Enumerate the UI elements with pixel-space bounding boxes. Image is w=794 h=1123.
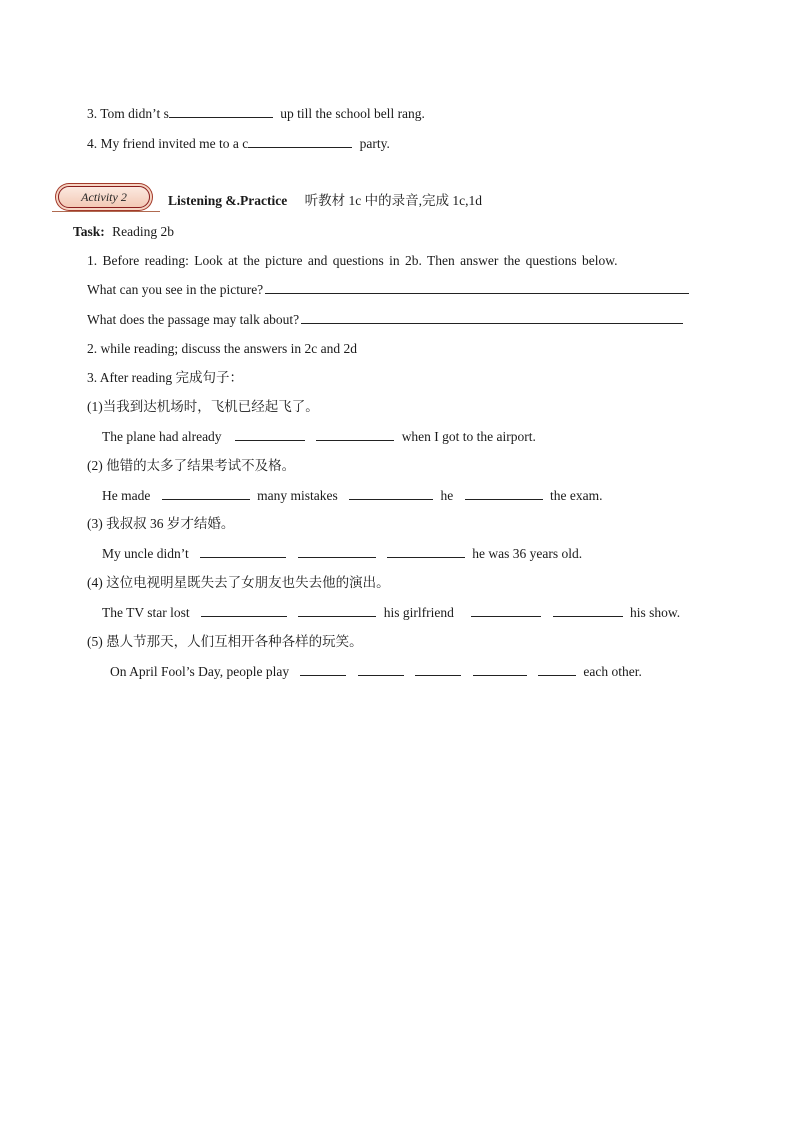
task-line bbox=[73, 223, 174, 241]
item-4-chinese: (4) 这位电视明星既失去了女朋友也失去他的演出。 bbox=[87, 575, 390, 590]
answer-blank[interactable] bbox=[553, 604, 623, 617]
question-4-prefix: 4. My friend invited me to a c bbox=[87, 136, 249, 151]
answer-blank[interactable] bbox=[473, 663, 527, 676]
before-reading: 1. Before reading: Look at the picture and questions in 2b. Then answer the questions below. bbox=[87, 253, 618, 268]
question-passage bbox=[87, 311, 683, 329]
question-picture-text: What can you see in the picture? bbox=[87, 282, 264, 297]
activity-heading bbox=[168, 192, 482, 210]
answer-blank[interactable] bbox=[298, 545, 376, 558]
answer-blank[interactable] bbox=[300, 663, 346, 676]
question-4-suffix: party. bbox=[359, 136, 390, 151]
question-3-suffix: up till the school bell rang. bbox=[280, 106, 425, 121]
answer-blank[interactable] bbox=[162, 487, 250, 500]
item-4-part-1: The TV star lost bbox=[102, 605, 190, 620]
item-1-chinese: (1)当我到达机场时，飞机已经起飞了。 bbox=[87, 399, 319, 414]
question-3-prefix: 3. Tom didn’t s bbox=[87, 106, 169, 121]
answer-blank[interactable] bbox=[298, 604, 376, 617]
activity-badge-label: Activity 2 bbox=[58, 186, 150, 208]
answer-blank[interactable] bbox=[358, 663, 404, 676]
item-4-part-2: his girlfriend bbox=[383, 605, 454, 620]
item-2-part-4: the exam. bbox=[549, 488, 603, 503]
answer-line[interactable] bbox=[265, 281, 689, 294]
answer-blank[interactable] bbox=[387, 545, 465, 558]
item-4-english bbox=[102, 604, 680, 622]
item-1-english bbox=[102, 428, 536, 446]
item-1-part-1: The plane had already bbox=[102, 429, 222, 444]
task-text: Reading 2b bbox=[112, 224, 175, 239]
item-1-part-3: when I got to the airport. bbox=[401, 429, 536, 444]
while-reading: 2. while reading; discuss the answers in 2c and 2d bbox=[87, 341, 357, 356]
item-5-part-1: On April Fool’s Day, people play bbox=[110, 664, 290, 679]
answer-blank[interactable] bbox=[201, 604, 287, 617]
answer-blank[interactable] bbox=[235, 428, 305, 441]
answer-blank[interactable] bbox=[200, 545, 286, 558]
item-2-chinese: (2) 他错的太多了结果考试不及格。 bbox=[87, 458, 296, 473]
item-4-part-3: his show. bbox=[630, 605, 681, 620]
item-3-part-1: My uncle didn’t bbox=[102, 546, 189, 561]
activity-instruction: 听教材 1c 中的录音,完成 1c,1d bbox=[304, 193, 482, 208]
activity-title: Listening &.Practice bbox=[168, 193, 288, 208]
question-picture bbox=[87, 281, 689, 299]
answer-blank[interactable] bbox=[538, 663, 576, 676]
item-3-part-2: he was 36 years old. bbox=[472, 546, 583, 561]
question-passage-text: What does the passage may talk about? bbox=[87, 312, 300, 327]
item-2-part-3: he bbox=[440, 488, 454, 503]
answer-line[interactable] bbox=[301, 311, 683, 324]
answer-blank[interactable] bbox=[471, 604, 541, 617]
item-5-chinese: (5) 愚人节那天，人们互相开各种各样的玩笑。 bbox=[87, 634, 363, 649]
item-5-part-2: each other. bbox=[583, 664, 642, 679]
answer-blank[interactable] bbox=[316, 428, 394, 441]
question-3 bbox=[87, 105, 425, 123]
item-2-part-1: He made bbox=[102, 488, 151, 503]
activity-badge bbox=[52, 184, 160, 212]
question-4 bbox=[87, 135, 390, 153]
item-3-chinese: (3) 我叔叔 36 岁才结婚。 bbox=[87, 516, 235, 531]
item-3-english bbox=[102, 545, 582, 563]
answer-blank[interactable] bbox=[248, 135, 352, 148]
item-5-english bbox=[110, 663, 642, 681]
item-2-part-2: many mistakes bbox=[257, 488, 338, 503]
answer-blank[interactable] bbox=[169, 105, 273, 118]
after-reading: 3. After reading 完成句子： bbox=[87, 370, 243, 385]
answer-blank[interactable] bbox=[415, 663, 461, 676]
answer-blank[interactable] bbox=[349, 487, 433, 500]
badge-divider bbox=[52, 211, 160, 212]
task-label: Task: bbox=[73, 224, 105, 239]
answer-blank[interactable] bbox=[465, 487, 543, 500]
item-2-english bbox=[102, 487, 602, 505]
